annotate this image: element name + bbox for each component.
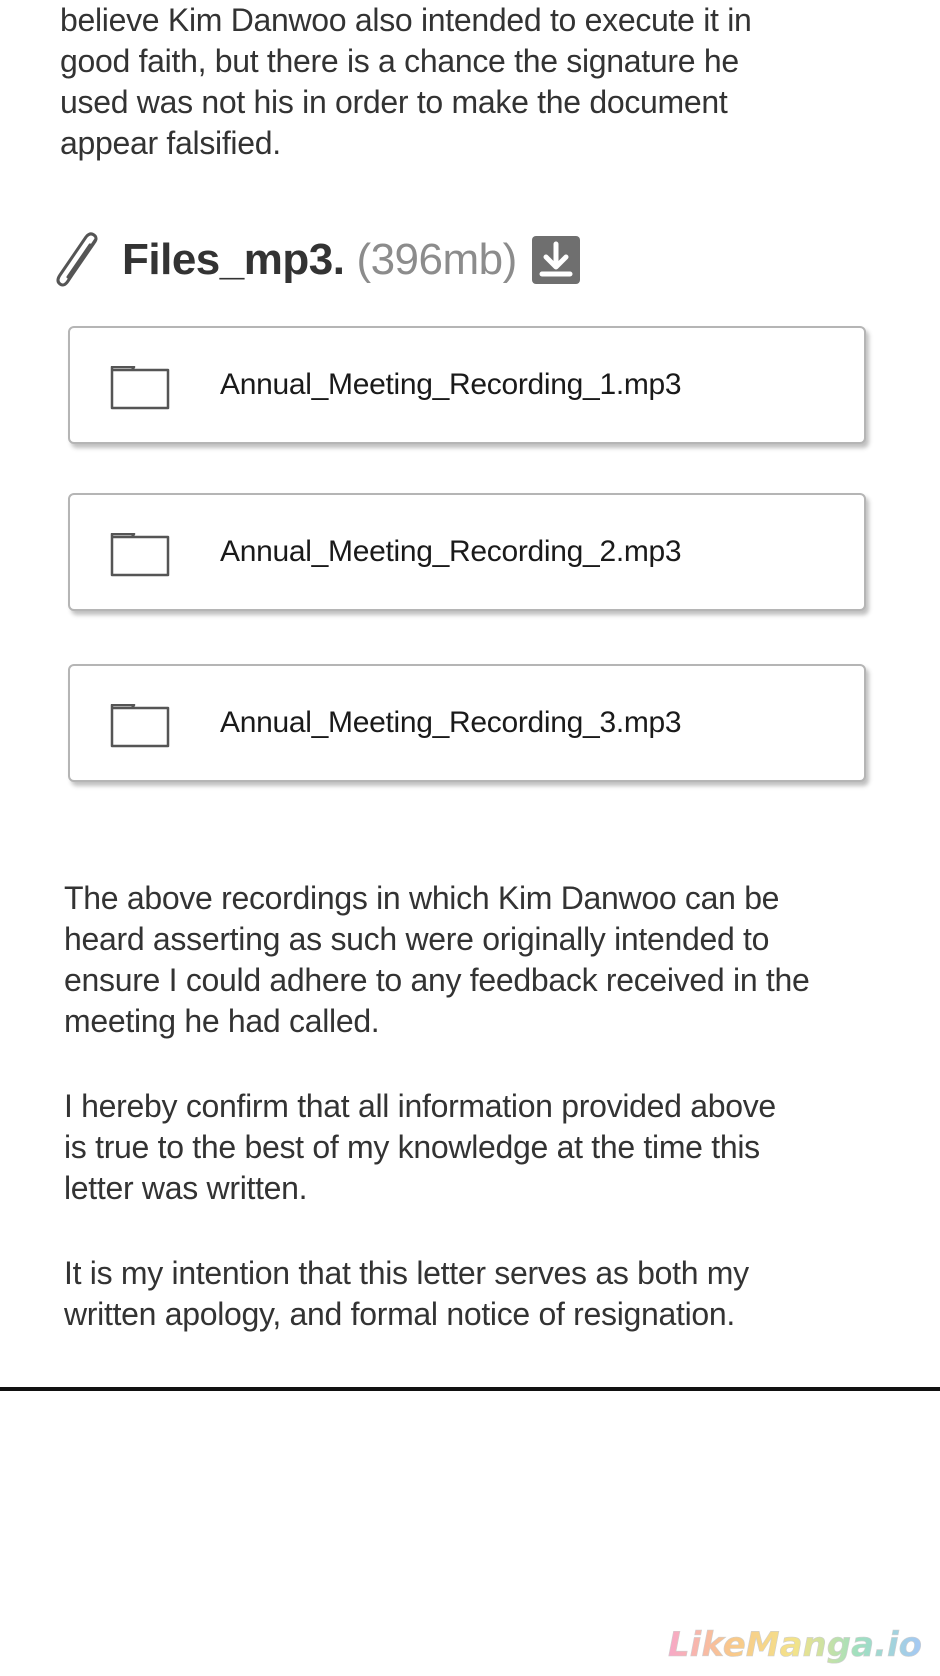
paragraph-line: meeting he had called. xyxy=(64,1003,380,1039)
paragraph-line: The above recordings in which Kim Danwoo can be xyxy=(64,880,780,916)
file-item[interactable] xyxy=(68,493,866,611)
folder-icon xyxy=(110,366,170,410)
folder-icon xyxy=(110,704,170,748)
file-item[interactable] xyxy=(68,664,866,782)
svg-text:LikeManga.io: LikeManga.io xyxy=(668,1625,922,1665)
file-name: Annual_Meeting_Recording_1.mp3 xyxy=(220,368,682,401)
paragraph-line: I hereby confirm that all information provided above xyxy=(64,1088,776,1124)
intro-paragraph xyxy=(60,0,752,164)
body-paragraph xyxy=(64,1253,749,1335)
paragraph-line: used was not his in order to make the document xyxy=(60,84,728,120)
paragraph-line: heard asserting as such were originally intended to xyxy=(64,921,770,957)
section-divider xyxy=(0,1387,940,1391)
paragraph-line: letter was written. xyxy=(64,1170,308,1206)
watermark-logo xyxy=(664,1622,934,1666)
attachments-title: Files_mp3. xyxy=(122,235,345,284)
folder-icon xyxy=(110,533,170,577)
file-name: Annual_Meeting_Recording_2.mp3 xyxy=(220,535,682,568)
paperclip-icon xyxy=(56,231,102,289)
paragraph-line: is true to the best of my knowledge at the time this xyxy=(64,1129,760,1165)
paragraph-line: believe Kim Danwoo also intended to execute it in xyxy=(60,2,752,38)
paragraph-line: ensure I could adhere to any feedback received in the xyxy=(64,962,810,998)
paragraph-line: appear falsified. xyxy=(60,125,281,161)
file-name: Annual_Meeting_Recording_3.mp3 xyxy=(220,706,682,739)
body-paragraph xyxy=(64,878,810,1042)
paragraph-line: written apology, and formal notice of resignation. xyxy=(64,1296,736,1332)
paragraph-line: It is my intention that this letter serves as both my xyxy=(64,1255,749,1291)
file-item[interactable] xyxy=(68,326,866,444)
paragraph-line: good faith, but there is a chance the signature he xyxy=(60,43,739,79)
download-icon[interactable] xyxy=(531,235,581,285)
attachments-header xyxy=(56,230,581,290)
attachments-size: (396mb) xyxy=(356,235,517,284)
body-paragraph xyxy=(64,1086,776,1209)
